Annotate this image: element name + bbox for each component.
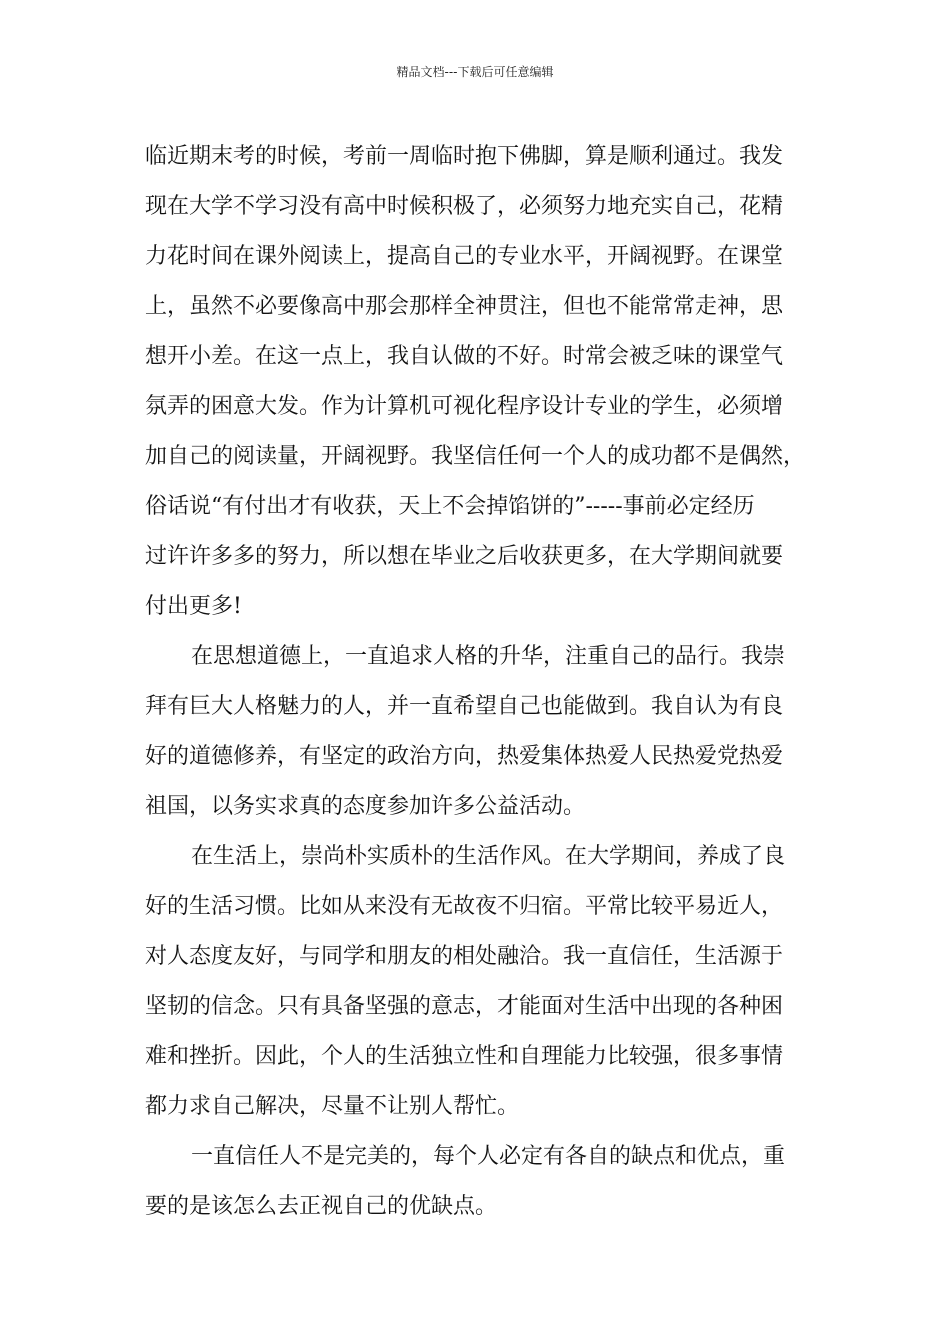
text-line: 坚韧的信念。只有具备坚强的意志，才能面对生活中出现的各种困 [145,994,784,1019]
paragraph-1 [145,132,825,632]
text-line: 付出更多! [145,594,242,619]
text-line: 想开小差。在这一点上，我自认做的不好。时常会被乏味的课堂气 [145,344,784,369]
text-line: 祖国，以务实求真的态度参加许多公益活动。 [145,794,586,819]
text-line: 俗话说“有付出才有收获，天上不会掉馅饼的”-----事前必定经历 [145,494,755,519]
text-line: 好的生活习惯。比如从来没有无故夜不归宿。平常比较平易近人， [145,894,784,919]
paragraph-2 [145,632,825,832]
paragraph-3 [145,832,825,1132]
text-line: 好的道德修养，有坚定的政治方向，热爱集体热爱人民热爱党热爱 [145,744,784,769]
text-line: 对人态度友好，与同学和朋友的相处融洽。我一直信任，生活源于 [145,944,784,969]
page-header: 精品文档---下载后可任意编辑 [396,65,554,79]
text-line: 要的是该怎么去正视自己的优缺点。 [145,1194,498,1219]
text-line: 一直信任人不是完美的，每个人必定有各自的缺点和优点，重 [191,1144,786,1169]
text-line: 加自己的阅读量，开阔视野。我坚信任何一个人的成功都不是偶然， [145,444,806,469]
document-body [145,132,825,1232]
text-line: 过许许多多的努力，所以想在毕业之后收获更多，在大学期间就要 [145,544,784,569]
text-line: 现在大学不学习没有高中时候积极了，必须努力地充实自己，花精 [145,194,784,219]
text-line: 在思想道德上，一直追求人格的升华，注重自己的品行。我崇 [191,644,786,669]
paragraph-4 [145,1132,825,1232]
text-line: 上，虽然不必要像高中那会那样全神贯注，但也不能常常走神，思 [145,294,784,319]
text-line: 力花时间在课外阅读上，提高自己的专业水平，开阔视野。在课堂 [145,244,784,269]
text-line: 临近期末考的时候，考前一周临时抱下佛脚，算是顺利通过。我发 [145,144,784,169]
text-line: 都力求自己解决，尽量不让别人帮忙。 [145,1094,520,1119]
text-line: 氛弄的困意大发。作为计算机可视化程序设计专业的学生，必须增 [145,394,784,419]
text-line: 难和挫折。因此，个人的生活独立性和自理能力比较强，很多事情 [145,1044,784,1069]
text-line: 拜有巨大人格魅力的人，并一直希望自己也能做到。我自认为有良 [145,694,784,719]
text-line: 在生活上，崇尚朴实质朴的生活作风。在大学期间，养成了良 [191,844,786,869]
